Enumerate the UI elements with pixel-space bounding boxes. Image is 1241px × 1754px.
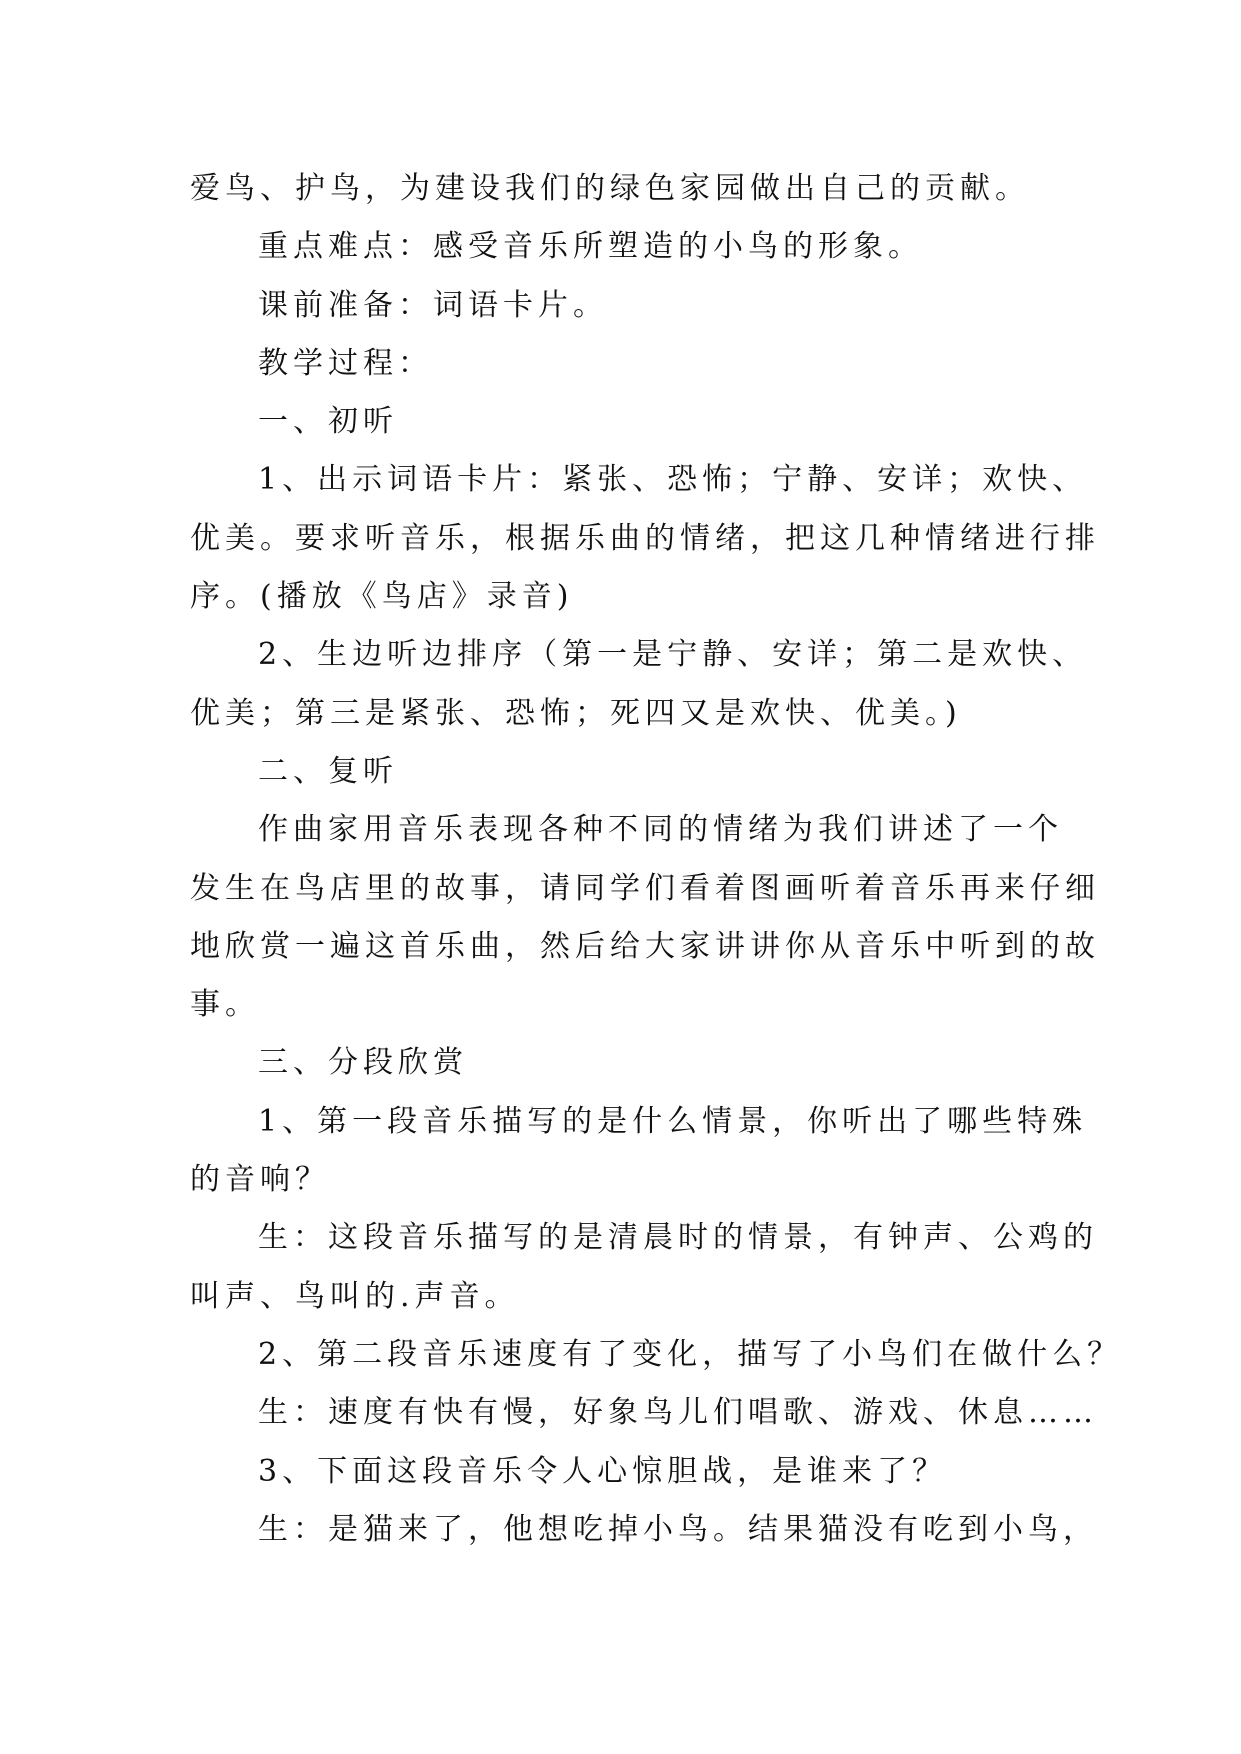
section-heading: 教学过程： [258, 345, 433, 381]
text-line: 爱鸟、护鸟，为建设我们的绿色家园做出自己的贡献。 [190, 171, 1030, 206]
text-line: 1、第一段音乐描写的是什么情景，你听出了哪些特殊 [258, 1103, 1088, 1139]
text-line: 发生在鸟店里的故事，请同学们看着图画听着音乐再来仔细 [190, 870, 1100, 906]
text-line: 生：速度有快有慢，好象鸟儿们唱歌、游戏、休息…… [258, 1395, 1098, 1431]
text-line: 2、第二段音乐速度有了变化，描写了小鸟们在做什么？ [258, 1336, 1123, 1372]
document-body [190, 160, 1123, 1559]
text-line: 作曲家用音乐表现各种不同的情绪为我们讲述了一个 [258, 812, 1063, 848]
text-line: 生：这段音乐描写的是清晨时的情景，有钟声、公鸡的 [258, 1220, 1098, 1256]
text-line: 1、出示词语卡片：紧张、恐怖；宁静、安详；欢快、 [258, 462, 1088, 498]
section-heading: 一、初听 [258, 404, 398, 440]
text-line: 2、生边听边排序（第一是宁静、安详；第二是欢快、 [258, 637, 1088, 673]
text-line: 重点难点：感受音乐所塑造的小鸟的形象。 [258, 229, 923, 265]
section-heading: 二、复听 [258, 753, 398, 789]
text-line: 3、下面这段音乐令人心惊胆战，是谁来了？ [258, 1453, 948, 1489]
text-line: 的音响？ [190, 1162, 330, 1198]
text-line: 叫声、鸟叫的.声音。 [190, 1278, 520, 1314]
text-line: 序。(播放《鸟店》录音) [190, 579, 574, 615]
text-line: 地欣赏一遍这首乐曲，然后给大家讲讲你从音乐中听到的故 [190, 928, 1100, 964]
text-line: 生：是猫来了，他想吃掉小鸟。结果猫没有吃到小鸟， [258, 1511, 1098, 1547]
text-line: 课前准备：词语卡片。 [258, 287, 608, 323]
text-line: 优美；第三是紧张、恐怖；死四又是欢快、优美。) [190, 695, 962, 731]
text-line: 优美。要求听音乐，根据乐曲的情绪，把这几种情绪进行排 [190, 520, 1100, 556]
section-heading: 三、分段欣赏 [258, 1045, 468, 1081]
text-line: 事。 [190, 987, 260, 1023]
